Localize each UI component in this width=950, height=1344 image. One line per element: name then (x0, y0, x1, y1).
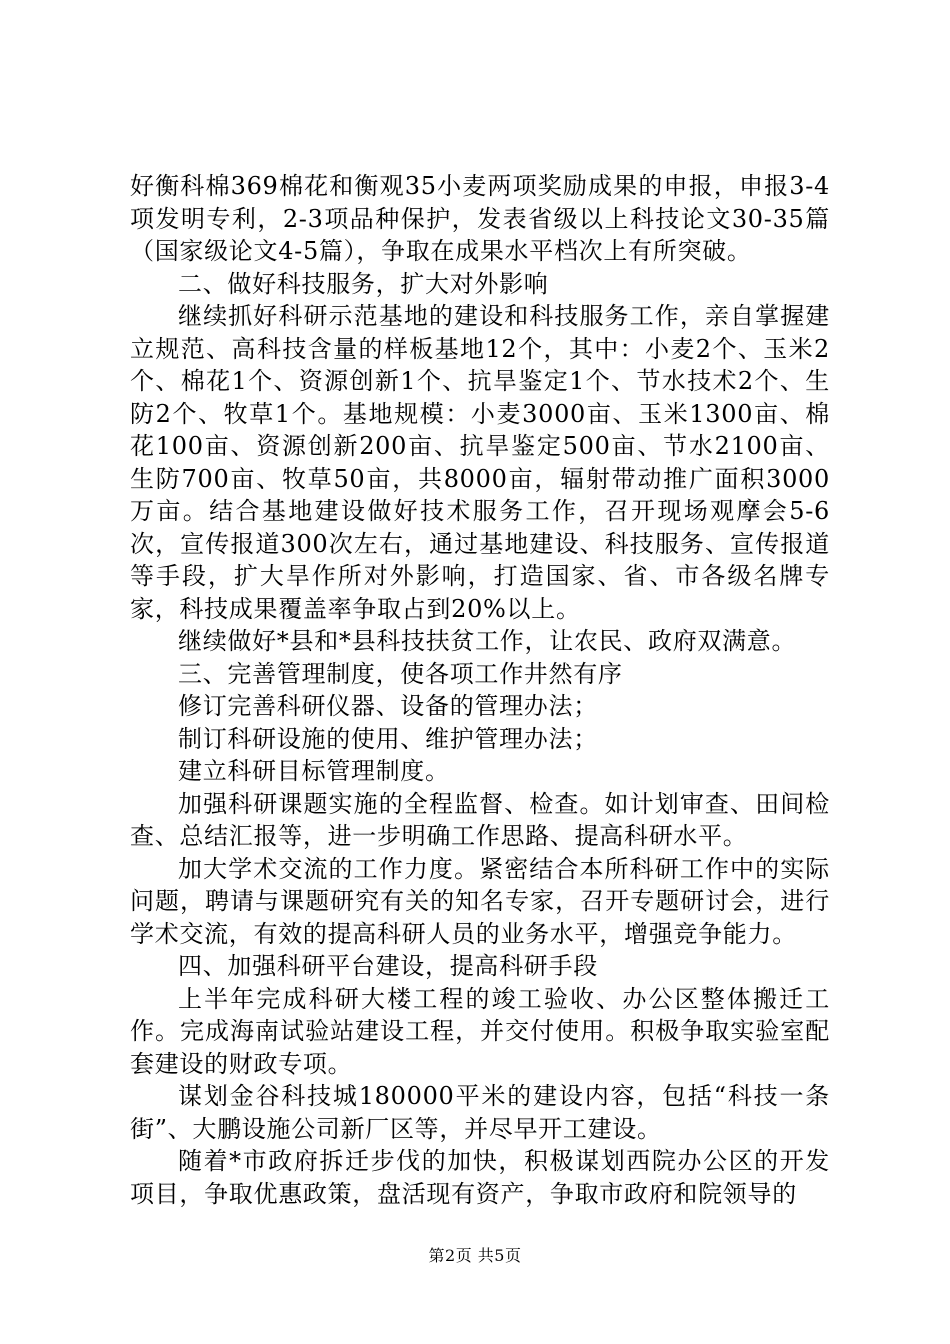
paragraph: 加强科研课题实施的全程监督、检查。如计划审查、田间检查、总结汇报等，进一步明确工作思路、提高科研水平。 (130, 789, 830, 850)
paragraph: 建立科研目标管理制度。 (178, 757, 450, 785)
paragraph: 继续抓好科研示范基地的建设和科技服务工作，亲自掌握建立规范、高科技含量的样板基地12个，其中：小麦2个、玉米2个、棉花1个、资源创新1个、抗旱鉴定1个、节水技术2个、生防2个、牧草1个。基地规模：小麦3000亩、玉米1300亩、棉花100亩、资源创新200亩、抗旱鉴定500亩、节水2100亩、生防700亩、牧草50亩，共8000亩，辐射带动推广面积3000万亩。结合基地建设做好技术服务工作，召开现场观摩会5-6次，宣传报道300次左右，通过基地建设、科技服务、宣传报道等手段，扩大旱作所对外影响，打造国家、省、市各级名牌专家，科技成果覆盖率争取占到20%以上。 (130, 302, 830, 623)
section-heading: 四、加强科研平台建设，提高科研手段 (178, 952, 598, 980)
document-body (130, 170, 830, 1210)
paragraph: 继续做好*县和*县科技扶贫工作，让农民、政府双满意。 (178, 627, 797, 655)
paragraph: 修订完善科研仪器、设备的管理办法； (178, 692, 598, 720)
section-heading: 二、做好科技服务，扩大对外影响 (178, 269, 549, 298)
paragraph: 制订科研设施的使用、维护管理办法； (178, 724, 598, 753)
paragraph: 加大学术交流的工作力度。紧密结合本所科研工作中的实际问题，聘请与课题研究有关的知名专家，召开专题研讨会，进行学术交流，有效的提高科研人员的业务水平，增强竞争能力。 (130, 854, 830, 948)
paragraph: 随着*市政府拆迁步伐的加快，积极谋划西院办公区的开发项目，争取优惠政策，盘活现有资产，争取市政府和院领导的 (130, 1147, 830, 1208)
paragraph: 谋划金谷科技城180000平米的建设内容，包括“科技一条街”、大鹏设施公司新厂区等，并尽早开工建设。 (130, 1082, 830, 1143)
page-number-footer: 第2页 共5页 (428, 1246, 522, 1265)
paragraph: 上半年完成科研大楼工程的竣工验收、办公区整体搬迁工作。完成海南试验站建设工程，并交付使用。积极争取实验室配套建设的财政专项。 (130, 984, 830, 1078)
paragraph: 好衡科棉369棉花和衡观35小麦两项奖励成果的申报，申报3-4项发明专利，2-3项品种保护，发表省级以上科技论文30-35篇（国家级论文4-5篇），争取在成果水平档次上有所突破。 (130, 172, 830, 265)
section-heading: 三、完善管理制度，使各项工作井然有序 (178, 659, 623, 688)
